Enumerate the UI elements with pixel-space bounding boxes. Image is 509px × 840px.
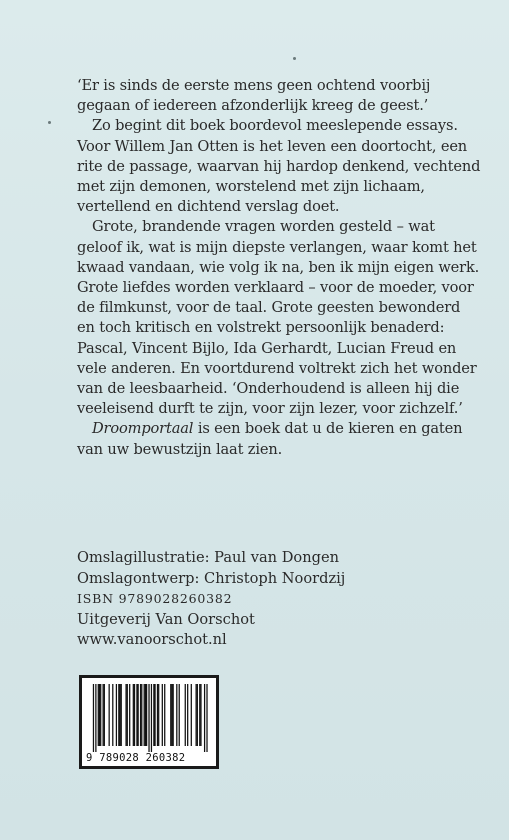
barcode-bar — [127, 684, 128, 746]
print-speck — [293, 57, 296, 60]
blurb-text — [77, 76, 482, 460]
book-title: Droomportaal — [92, 420, 194, 438]
print-speck — [48, 121, 51, 124]
barcode-bar — [125, 684, 126, 746]
barcode-bar — [129, 684, 130, 746]
barcode-bar — [196, 684, 197, 746]
barcode-bar — [197, 684, 198, 746]
barcode-bar — [98, 684, 99, 746]
barcode-bar — [200, 684, 201, 746]
barcode-bar — [141, 684, 142, 746]
barcode-bar — [170, 684, 171, 746]
barcode-bar — [116, 684, 117, 746]
barcode-bar — [151, 684, 152, 752]
barcode-bar — [112, 684, 113, 746]
barcode-bar — [148, 684, 149, 752]
barcode-bar — [119, 684, 120, 746]
barcode-bar — [144, 684, 145, 746]
barcode-bar — [100, 684, 101, 746]
barcode-bar — [99, 684, 100, 746]
barcode-bar — [121, 684, 122, 746]
barcode-bar — [191, 684, 192, 746]
barcode-bars — [88, 684, 210, 752]
barcode-bar — [153, 684, 154, 746]
website-link[interactable]: www.vanoorschot.nl — [77, 631, 227, 648]
blurb-paragraph-main: Grote, brandende vragen worden gesteld – wat geloof ik, wat is mijn diepste verlangen, waar komt het kwaad vandaan, wie volg ik na, ben ik mijn eigen werk. Grote liefdes worden verklaard – voor de moeder, voor de filmkunst, voor de taal. Grote geesten bewonderd en toch kritisch en volstrekt persoonlijk benaderd: Pascal, Vincent Bijlo, Ida Gerhardt, Lucian Freud en vele anderen. En voortdurend voltrekt zich het wonder van de leesbaarheid. ‘Onderhoudend is alleen hij die veeleisend durft te zijn, voor zijn lezer, voor zichzelf.’ — [77, 218, 480, 418]
blurb-paragraph-intro: Zo begint dit boek boordevol meeslepende essays. Voor Willem Jan Otten is het leven een doortocht, een rite de passage, waarvan hij hardop denkend, vechtend met zijn demonen, worstelend met zijn lichaam, vertellend en dichtend verslag doet. — [77, 117, 481, 216]
blurb-opening-quote: ‘Er is sinds de eerste mens geen ochtend voorbij gegaan of iedereen afzonderlijk kreeg de geest.’ — [77, 77, 431, 115]
barcode-bar — [93, 684, 94, 752]
barcode-bar — [162, 684, 163, 746]
barcode-bar — [164, 684, 165, 746]
barcode-bar — [138, 684, 139, 746]
barcode-bar — [204, 684, 205, 752]
barcode-bar — [176, 684, 177, 746]
barcode-bar — [133, 684, 134, 746]
barcode-bar — [199, 684, 200, 746]
blurb-paragraph-closing — [77, 419, 482, 459]
barcode-bar — [179, 684, 180, 746]
barcode — [79, 675, 219, 769]
barcode-bar — [206, 684, 207, 752]
barcode-bar — [154, 684, 155, 746]
barcode-bar — [104, 684, 105, 746]
credit-illustration: Omslagillustratie: Paul van Dongen — [77, 549, 339, 566]
barcode-bar — [157, 684, 158, 746]
barcode-digits: 9 789028 260382 — [86, 752, 186, 764]
barcode-bar — [146, 684, 147, 746]
barcode-bar — [118, 684, 119, 746]
barcode-bar — [158, 684, 159, 746]
barcode-bar — [134, 684, 135, 746]
publisher: Uitgeverij Van Oorschot — [77, 610, 255, 628]
barcode-bar — [140, 684, 141, 746]
isbn: ISBN 9789028260382 — [77, 591, 233, 606]
barcode-bar — [103, 684, 104, 746]
barcode-bar — [145, 684, 146, 746]
barcode-bar — [136, 684, 137, 746]
blurb-closing-text: is een boek dat u de kieren en gaten van uw bewustzijn laat zien. — [77, 420, 463, 458]
colophon — [77, 548, 457, 651]
barcode-bar — [171, 684, 172, 746]
barcode-bar — [173, 684, 174, 746]
barcode-bar — [187, 684, 188, 746]
barcode-bar — [95, 684, 96, 752]
barcode-bar — [109, 684, 110, 746]
credit-design: Omslagontwerp: Christoph Noordzij — [77, 569, 346, 587]
barcode-bar — [185, 684, 186, 746]
